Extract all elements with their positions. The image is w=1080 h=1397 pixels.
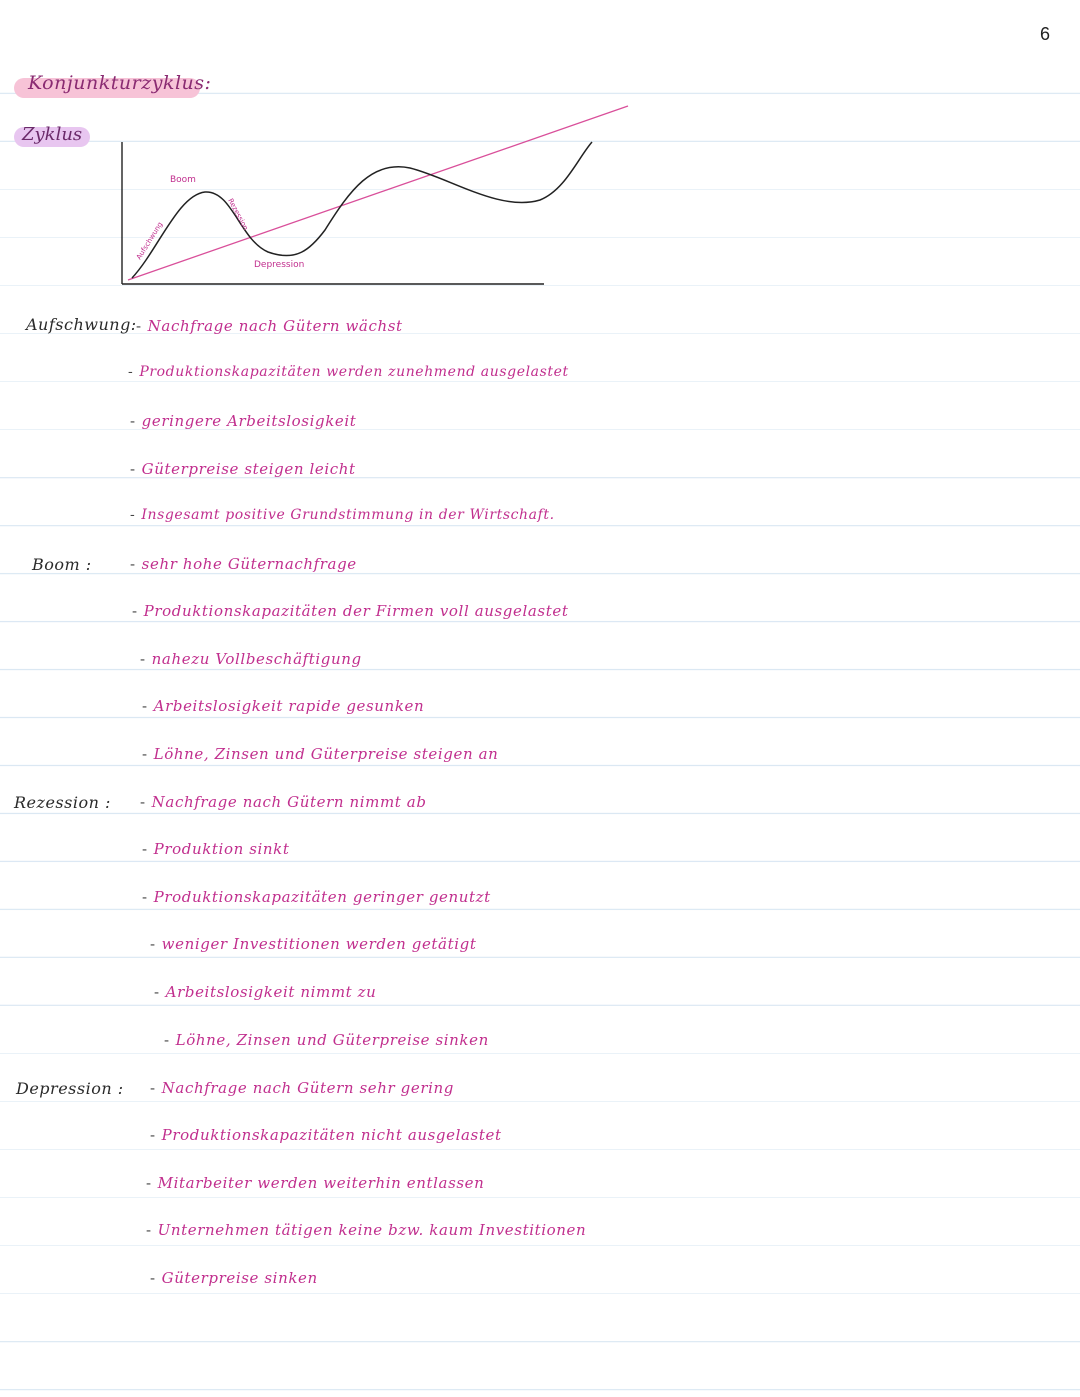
list-item: - Insgesamt positive Grundstimmung in der Wirtschaft.: [130, 507, 555, 523]
label-aufschwung: Aufschwung: [134, 220, 165, 262]
list-item: - Produktionskapazitäten werden zunehmend ausgelastet: [128, 364, 569, 380]
list-item: - Löhne, Zinsen und Güterpreise steigen an: [142, 745, 499, 763]
list-item: - Güterpreise steigen leicht: [130, 460, 356, 478]
list-item: - geringere Arbeitslosigkeit: [130, 412, 357, 430]
list-item: - Unternehmen tätigen keine bzw. kaum Investitionen: [146, 1221, 587, 1239]
list-item: - Nachfrage nach Gütern wächst: [136, 317, 403, 335]
section-label-depression: Depression :: [16, 1079, 124, 1098]
list-item: - Arbeitslosigkeit rapide gesunken: [142, 697, 425, 715]
list-item: - Nachfrage nach Gütern nimmt ab: [140, 793, 427, 811]
list-item: - weniger Investitionen werden getätigt: [150, 935, 477, 953]
list-item: - Produktionskapazitäten geringer genutzt: [142, 888, 491, 906]
page-number: 6: [1039, 24, 1050, 44]
list-item: - Nachfrage nach Gütern sehr gering: [150, 1079, 454, 1097]
business-cycle-diagram: [110, 100, 650, 300]
page-title: Konjunkturzyklus:: [28, 72, 212, 94]
list-item: - Produktion sinkt: [142, 840, 290, 858]
label-rezession: Rezession: [226, 197, 250, 232]
top-margin: [0, 0, 1080, 46]
section-label-boom: Boom :: [32, 555, 92, 574]
label-depression: Depression: [254, 260, 305, 270]
list-item: - Mitarbeiter werden weiterhin entlassen: [146, 1174, 485, 1192]
list-item: - Produktionskapazitäten nicht ausgelastet: [150, 1126, 502, 1144]
list-item: - Arbeitslosigkeit nimmt zu: [154, 983, 377, 1001]
subtitle: Zyklus: [22, 124, 83, 145]
section-label-rezession: Rezession :: [14, 793, 111, 812]
cycle-curve: [132, 142, 592, 278]
section-label-aufschwung: Aufschwung:: [26, 315, 137, 334]
list-item: - Güterpreise sinken: [150, 1269, 318, 1287]
label-boom: Boom: [170, 175, 196, 185]
list-item: - Löhne, Zinsen und Güterpreise sinken: [164, 1031, 489, 1049]
list-item: - nahezu Vollbeschäftigung: [140, 650, 362, 668]
list-item: - sehr hohe Güternachfrage: [130, 555, 357, 573]
list-item: - Produktionskapazitäten der Firmen voll ausgelastet: [132, 602, 569, 620]
